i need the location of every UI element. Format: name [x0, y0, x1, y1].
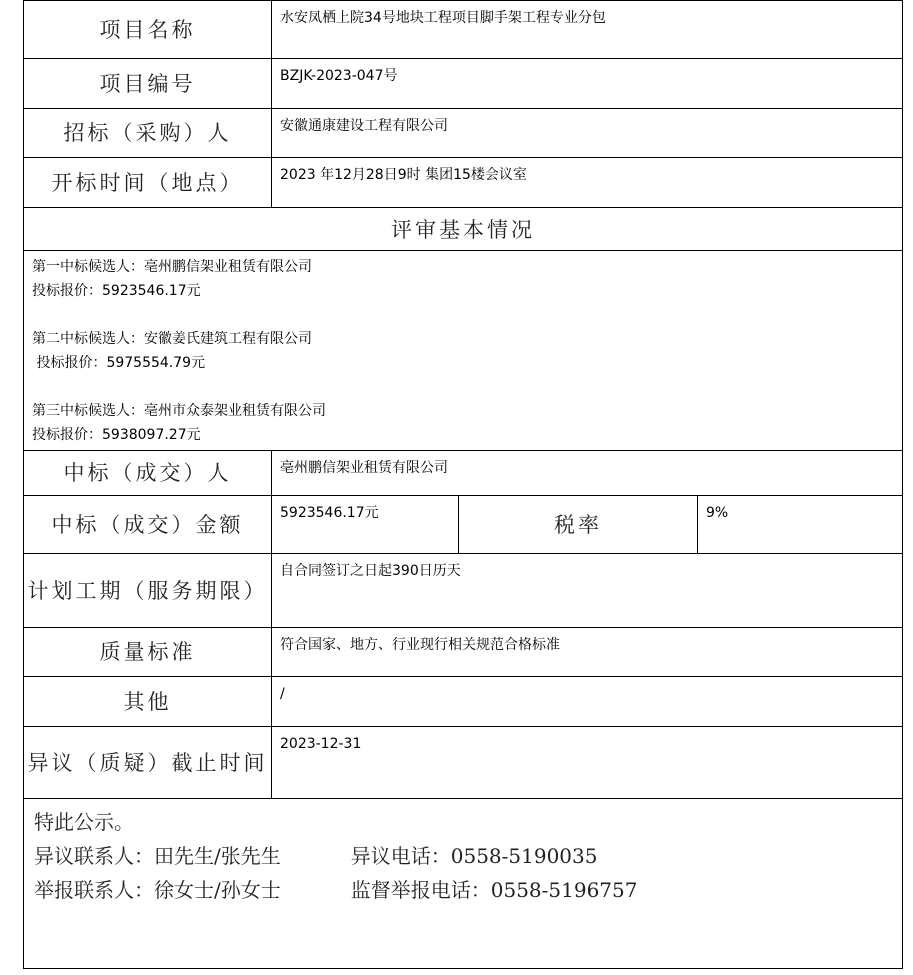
other-row — [24, 677, 903, 727]
objection-deadline-value: 2023-12-31 — [272, 727, 903, 799]
quality-value: 符合国家、地方、行业现行相关规范合格标准 — [272, 628, 903, 677]
report-contact: 举报联系人：徐女士/孙女士 — [34, 878, 281, 902]
candidate-2-price: 投标报价：5975554.79元 — [32, 355, 206, 371]
purchaser-value: 安徽通康建设工程有限公司 — [272, 109, 903, 158]
project-number-label: 项目编号 — [24, 59, 272, 109]
candidate-1-name: 第一中标候选人：亳州鹏信架业租赁有限公司 — [32, 259, 312, 275]
winner-value: 亳州鹏信架业租赁有限公司 — [272, 451, 903, 496]
candidate-3-price: 投标报价：5938097.27元 — [32, 427, 201, 443]
notice-row — [24, 799, 903, 969]
bid-opening-row — [24, 158, 903, 208]
winner-label: 中标（成交）人 — [24, 451, 272, 496]
report-phone: 监督举报电话：0558-5196757 — [350, 878, 638, 902]
review-title: 评审基本情况 — [24, 208, 903, 251]
quality-row — [24, 628, 903, 677]
bid-opening-value: 2023 年12月28日9时 集团15楼会议室 — [272, 158, 903, 208]
amount-value: 5923546.17元 — [272, 496, 459, 554]
purchaser-label: 招标（采购）人 — [24, 109, 272, 158]
other-label: 其他 — [24, 677, 272, 727]
objection-deadline-label: 异议（质疑）截止时间 — [24, 727, 272, 799]
report-contact-line — [34, 873, 892, 907]
notice-cell — [24, 799, 903, 969]
amount-row — [24, 496, 903, 554]
other-value: / — [272, 677, 903, 727]
tax-rate-value: 9% — [698, 496, 903, 554]
tax-rate-label: 税率 — [459, 496, 698, 554]
period-value: 自合同签订之日起390日历天 — [272, 554, 903, 628]
period-row — [24, 554, 903, 628]
objection-phone: 异议电话：0558-5190035 — [350, 844, 598, 868]
winner-row — [24, 451, 903, 496]
project-number-row — [24, 59, 903, 109]
project-number-value: BZJK-2023-047号 — [272, 59, 903, 109]
candidate-3-name: 第三中标候选人：亳州市众泰架业租赁有限公司 — [32, 403, 326, 419]
quality-label: 质量标准 — [24, 628, 272, 677]
candidates-row — [24, 251, 903, 451]
objection-contact: 异议联系人：田先生/张先生 — [34, 844, 281, 868]
candidates-cell — [24, 251, 903, 451]
candidate-1-price: 投标报价：5923546.17元 — [32, 283, 201, 299]
project-name-row — [24, 1, 903, 59]
bid-opening-label: 开标时间（地点） — [24, 158, 272, 208]
review-title-row — [24, 208, 903, 251]
purchaser-row — [24, 109, 903, 158]
project-name-label: 项目名称 — [24, 1, 272, 59]
announcement-table — [23, 0, 903, 969]
objection-deadline-row — [24, 727, 903, 799]
candidate-2-name: 第二中标候选人：安徽姜氏建筑工程有限公司 — [32, 331, 312, 347]
project-name-value: 水安凤栖上院34号地块工程项目脚手架工程专业分包 — [272, 1, 903, 59]
objection-contact-line — [34, 839, 892, 873]
notice-intro: 特此公示。 — [34, 810, 134, 834]
period-label: 计划工期（服务期限） — [24, 554, 272, 628]
amount-label: 中标（成交）金额 — [24, 496, 272, 554]
